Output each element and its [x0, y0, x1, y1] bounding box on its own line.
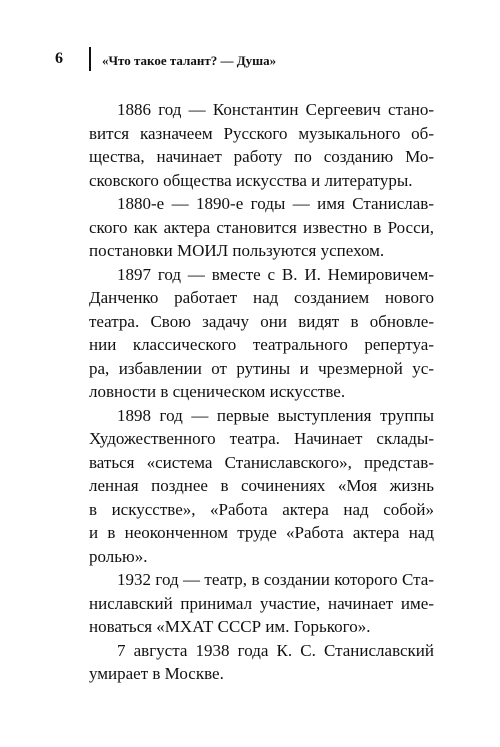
paragraph	[89, 568, 434, 639]
text-line: вится казначеем Русского музыкального об-	[89, 123, 434, 143]
paragraph	[89, 192, 434, 263]
page-number: 6	[55, 50, 63, 67]
text-line: ленная позднее в сочинениях «Моя жизнь	[89, 476, 434, 495]
paragraph	[89, 639, 434, 686]
header-divider	[89, 47, 91, 71]
text-line: в искусстве», «Работа актера над собой»	[89, 499, 434, 519]
text-line: театра. Свою задачу они видят в обновле-	[89, 311, 434, 331]
text-line: новаться «МХАТ СССР им. Горького».	[89, 617, 371, 636]
text-line: 1897 год — вместе с В. И. Немировичем-	[117, 264, 434, 284]
paragraph	[89, 404, 434, 569]
text-line: ского как актера становится известно в Росси,	[89, 217, 434, 237]
text-line: нии классического театрального репертуа-	[89, 335, 434, 354]
text-line: сковского общества искусства и литературы.	[89, 170, 413, 190]
text-line: Данченко работает над созданием нового	[89, 288, 434, 307]
text-line: ниславский принимал участие, начинает име-	[89, 593, 434, 613]
text-line: ролью».	[89, 546, 148, 566]
text-line: щества, начинает работу по созданию Мо-	[89, 147, 434, 166]
text-line: ловности в сценическом искусстве.	[89, 382, 346, 401]
text-line: ваться «система Станиславского», представ-	[89, 452, 434, 472]
text-line: ра, избавлении от рутины и чрезмерной ус-	[89, 358, 434, 378]
text-line: 1886 год — Константин Сергеевич стано-	[117, 100, 434, 119]
text-line: и в неоконченном труде «Работа актера над	[89, 523, 434, 542]
running-head	[0, 47, 500, 73]
body-text	[89, 98, 434, 686]
text-line: 1932 год — театр, в создании которого Ста-	[117, 570, 434, 589]
text-line: 1880-е — 1890-е годы — имя Станислав-	[117, 194, 434, 213]
text-line: постановки МОИЛ пользуются успехом.	[89, 241, 385, 260]
text-line: 1898 год — первые выступления труппы	[117, 405, 434, 425]
text-line: Художественного театра. Начинает склады-	[89, 429, 434, 448]
running-title: «Что такое талант? — Душа»	[102, 53, 277, 68]
paragraph	[89, 263, 434, 404]
text-line: умирает в Москве.	[89, 664, 224, 683]
text-line: 7 августа 1938 года К. С. Станиславский	[117, 640, 434, 660]
paragraph	[89, 98, 434, 192]
